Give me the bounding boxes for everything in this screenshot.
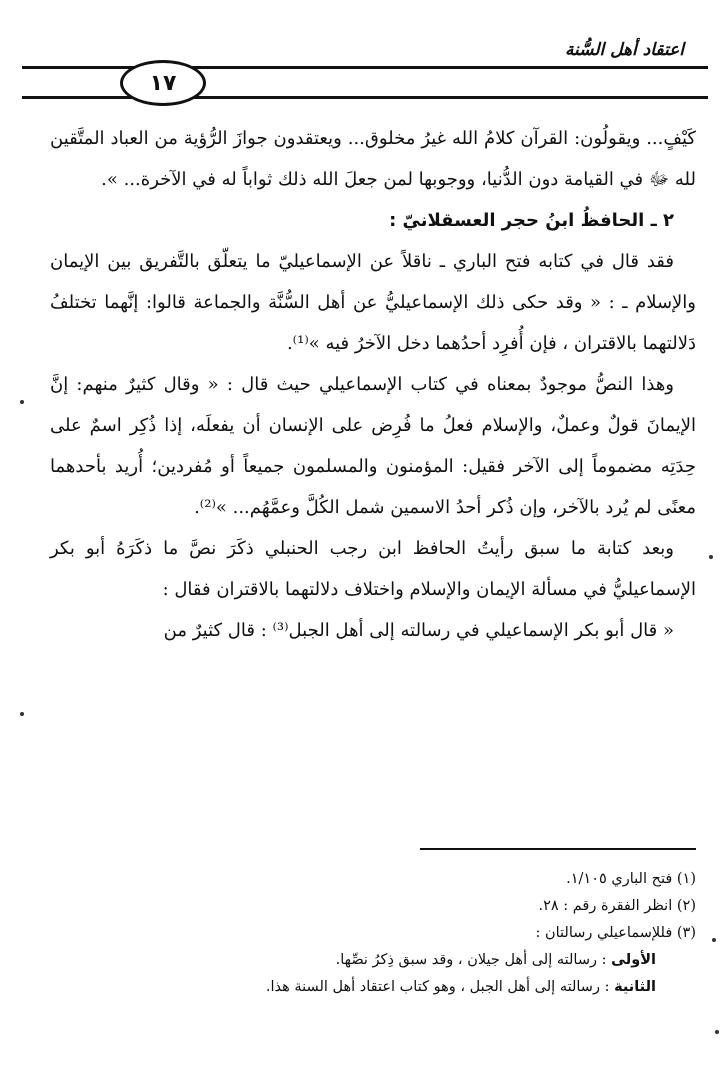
footnote-3a [150,947,696,974]
scan-mark [20,712,24,716]
footnote-2: (٢) انظر الفقرة رقم : ٢٨. [538,898,696,914]
footnote-3a-label: الأولى [611,952,656,968]
paragraph-5: « قال أبو بكر الإسماعيلي في رسالته إلى أهل الجبل⁽³⁾ : قال كثيرٌ من [163,620,674,641]
footnote-3b-text: : رسالته إلى أهل الجبل ، وهو كتاب اعتقاد أهل السنة هذا. [265,979,610,995]
footnote-3b-label: الثانية [614,979,656,995]
page-number-badge: ١٧ [120,60,206,106]
header-rule-top [22,66,708,69]
main-text [50,118,696,651]
scan-mark [20,400,24,404]
footnote-separator [420,848,696,850]
paragraph-4: وبعد كتابة ما سبق رأيتُ الحافظ ابن رجب الحنبلي ذكَرَ نصَّ ما ذكَرَهُ أبو بكر الإسماعيليُّ في مسألة الإيمان والإسلام واختلاف دلالتهما بالاقتران فقال : [50,538,696,600]
footnote-3: (٣) فللإسماعيلي رسالتان : [535,925,696,941]
footnote-3a-text: : رسالته إلى أهل جيلان ، وقد سبق ذِكرُ نصِّها. [335,952,607,968]
scan-mark [715,1030,719,1034]
running-title: اعتقاد أهل السُّنة [564,40,684,60]
scan-mark [712,938,716,942]
paragraph-2: فقد قال في كتابه فتح الباري ـ ناقلاً عن الإسماعيليّ ما يتعلّق بالتَّفريق بين الإيمان والإسلام ـ : « وقد حكى ذلك الإسماعيليُّ عن أهل السُّنَّة والجماعة قالوا: إنَّهما تختلفُ دَلالتهما بالاقتران ، فإن أُفرِد أحدُهما دخل الآخرُ فيه »⁽¹⁾. [50,251,696,354]
header-rule-bottom [22,96,708,99]
section-heading: ٢ ـ الحافظُ ابنُ حجر العسقلانيّ : [389,210,674,231]
paragraph-3: وهذا النصُّ موجودٌ بمعناه في كتاب الإسماعيلي حيث قال : « وقال كثيرٌ منهم: إنَّ الإيمانَ قولٌ وعملٌ، والإسلام فعلُ ما فُرِض على الإنسان أن يفعلَه، إذا ذُكِر اسمٌ على حِدَتِه مضموماً إلى الآخر فقيل: المؤمنون والمسلمون جميعاً أو مُفردين؛ أُريد بأحدهما معنًى لم يُرد بالآخر، وإن ذُكر أحدُ الاسمين شمل الكُلَّ وعمَّهُم... »⁽²⁾. [50,374,696,518]
footnote-1: (١) فتح الباري ١/١٠٥. [566,871,696,887]
paragraph-1: كَيْفٍ... ويقولُون: القرآن كلامُ الله غيرُ مخلوق... ويعتقدون جوازَ الرُّؤية من العباد المتَّقين لله ﷻ في القيامة دون الدُّنيا، ووجوبها لمن جعلَ الله ذلك ثواباً له في الآخرة... ». [50,128,696,190]
scan-mark [709,555,713,559]
footnote-3b [150,974,696,1001]
footnotes [150,866,696,1001]
